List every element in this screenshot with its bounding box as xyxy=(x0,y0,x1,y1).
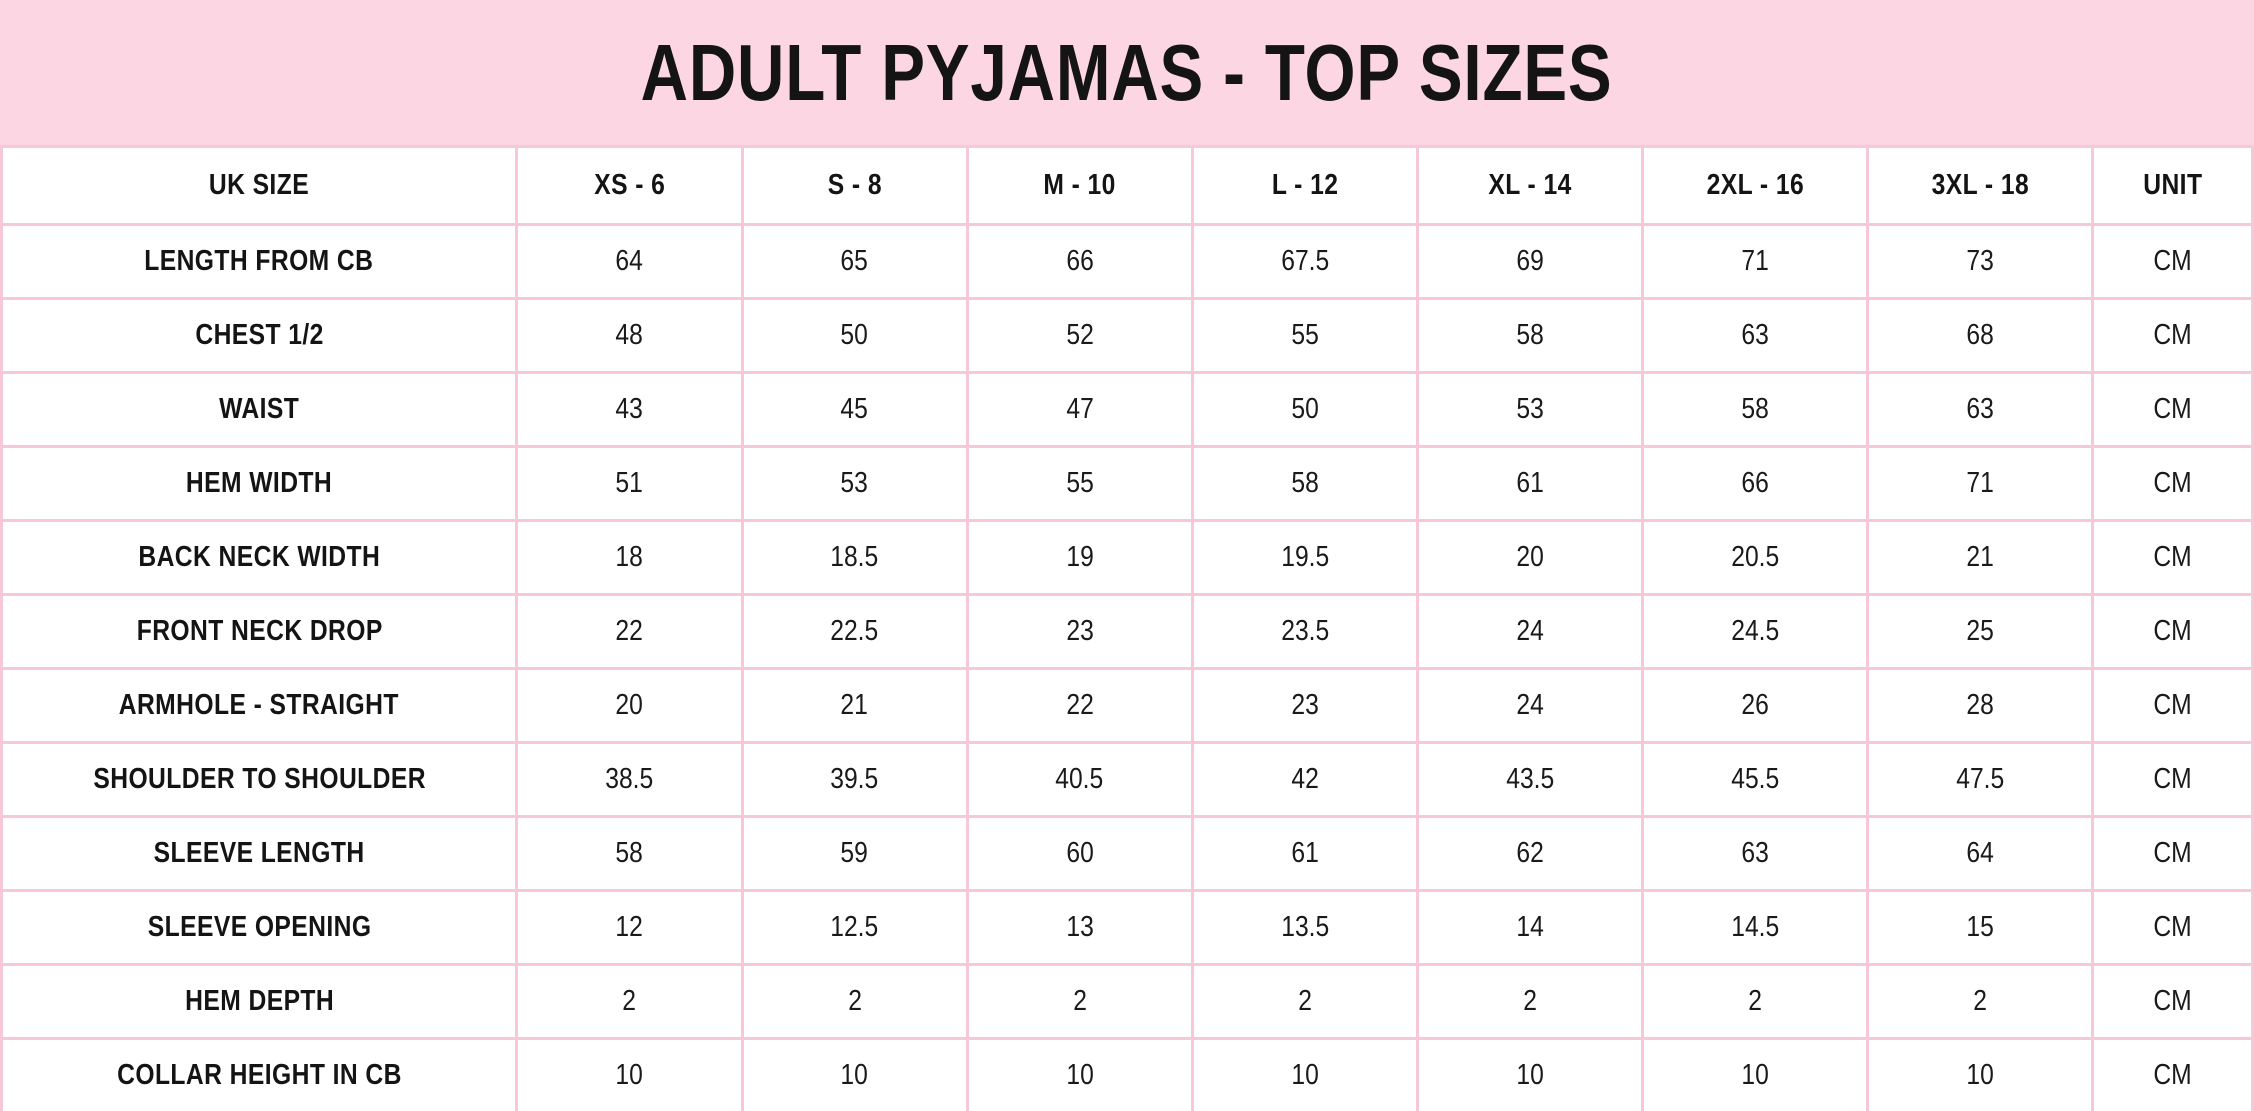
size-value-cell xyxy=(1642,743,1867,817)
size-value-cell-text: 10 xyxy=(840,1059,869,1091)
title-banner xyxy=(0,0,2254,145)
size-value-cell xyxy=(1192,373,1417,447)
size-value-cell-text: 63 xyxy=(1741,837,1769,869)
column-header-s-8-text: S - 8 xyxy=(827,169,882,201)
size-value-cell xyxy=(742,595,967,669)
row-label-length-from-cb-text: LENGTH FROM CB xyxy=(144,245,374,277)
size-value-cell-text: 48 xyxy=(615,319,644,351)
page-title-text: ADULT PYJAMAS - TOP SIZES xyxy=(641,27,1613,117)
column-header-s-8 xyxy=(742,147,967,225)
row-label-sleeve-opening xyxy=(2,891,517,965)
table-row-hem-depth xyxy=(2,965,2253,1039)
size-value-cell-text: 22 xyxy=(615,615,644,647)
size-value-cell-text: 18.5 xyxy=(830,541,879,573)
size-value-cell xyxy=(967,447,1192,521)
size-value-cell xyxy=(1642,669,1867,743)
size-value-cell-text: 2 xyxy=(1072,985,1087,1017)
size-value-cell-text: 38.5 xyxy=(605,763,654,795)
size-value-cell-text: 50 xyxy=(1291,393,1319,425)
header-row xyxy=(2,147,2253,225)
size-value-cell xyxy=(1868,373,2093,447)
size-value-cell xyxy=(967,373,1192,447)
column-header-3xl-18-text: 3XL - 18 xyxy=(1931,169,2029,201)
table-row-length-from-cb xyxy=(2,225,2253,299)
row-label-chest-1-2-text: CHEST 1/2 xyxy=(194,319,324,351)
size-value-cell xyxy=(742,891,967,965)
size-value-cell-text: 21 xyxy=(1966,541,1994,573)
size-value-cell xyxy=(1192,225,1417,299)
size-value-cell-text: 23 xyxy=(1065,615,1094,647)
row-label-waist-text: WAIST xyxy=(219,393,300,425)
row-label-collar-height-in-cb-text: COLLAR HEIGHT IN CB xyxy=(116,1059,402,1091)
size-value-cell-text: 12.5 xyxy=(830,911,879,943)
size-value-cell-text: 10 xyxy=(1966,1059,1994,1091)
column-header-m-10 xyxy=(967,147,1192,225)
size-value-cell xyxy=(1417,817,1642,891)
table-row-front-neck-drop xyxy=(2,595,2253,669)
size-value-cell-text: 58 xyxy=(615,837,644,869)
column-header-uk-size xyxy=(2,147,517,225)
size-value-cell-text: 23 xyxy=(1291,689,1319,721)
size-value-cell-text: 28 xyxy=(1966,689,1994,721)
size-value-cell-text: 24 xyxy=(1516,689,1544,721)
row-label-armhole-straight xyxy=(2,669,517,743)
table-row-chest-1-2 xyxy=(2,299,2253,373)
size-value-cell xyxy=(517,299,742,373)
size-value-cell xyxy=(1192,595,1417,669)
row-label-chest-1-2 xyxy=(2,299,517,373)
size-value-cell-text: 14.5 xyxy=(1730,911,1779,943)
size-value-cell-text: 2 xyxy=(622,985,637,1017)
column-header-xs-6-text: XS - 6 xyxy=(593,169,666,201)
size-value-cell xyxy=(1192,965,1417,1039)
row-label-back-neck-width-text: BACK NECK WIDTH xyxy=(138,541,381,573)
size-value-cell xyxy=(517,669,742,743)
row-label-front-neck-drop-text: FRONT NECK DROP xyxy=(136,615,383,647)
size-value-cell xyxy=(1868,1039,2093,1111)
unit-cell xyxy=(2093,299,2253,373)
size-value-cell xyxy=(1192,1039,1417,1111)
size-value-cell-text: 71 xyxy=(1966,467,1994,499)
size-value-cell xyxy=(967,595,1192,669)
size-value-cell xyxy=(1868,669,2093,743)
size-value-cell xyxy=(1642,595,1867,669)
size-value-cell-text: 39.5 xyxy=(830,763,879,795)
size-value-cell-text: 50 xyxy=(840,319,869,351)
table-row-waist xyxy=(2,373,2253,447)
size-value-cell-text: 69 xyxy=(1516,245,1544,277)
size-value-cell xyxy=(967,299,1192,373)
size-value-cell-text: 18 xyxy=(615,541,644,573)
unit-cell xyxy=(2093,965,2253,1039)
size-value-cell-text: 10 xyxy=(1065,1059,1094,1091)
column-header-l-12-text: L - 12 xyxy=(1271,169,1339,201)
size-value-cell-text: 63 xyxy=(1966,393,1994,425)
column-header-unit xyxy=(2093,147,2253,225)
size-value-cell-text: 73 xyxy=(1966,245,1994,277)
unit-cell-text: CM xyxy=(2153,985,2192,1017)
size-value-cell xyxy=(517,817,742,891)
size-value-cell-text: 52 xyxy=(1065,319,1094,351)
row-label-armhole-straight-text: ARMHOLE - STRAIGHT xyxy=(119,689,400,721)
unit-cell-text: CM xyxy=(2153,689,2192,721)
size-value-cell xyxy=(1417,891,1642,965)
unit-cell xyxy=(2093,743,2253,817)
size-value-cell xyxy=(517,891,742,965)
size-value-cell xyxy=(1417,669,1642,743)
size-value-cell-text: 12 xyxy=(615,911,644,943)
size-value-cell-text: 13.5 xyxy=(1280,911,1329,943)
table-row-collar-height-in-cb xyxy=(2,1039,2253,1111)
size-value-cell-text: 14 xyxy=(1516,911,1544,943)
size-value-cell xyxy=(742,817,967,891)
size-value-cell xyxy=(967,965,1192,1039)
size-value-cell xyxy=(967,521,1192,595)
size-value-cell-text: 65 xyxy=(840,245,869,277)
row-label-front-neck-drop xyxy=(2,595,517,669)
column-header-m-10-text: M - 10 xyxy=(1043,169,1116,201)
size-value-cell-text: 64 xyxy=(615,245,644,277)
size-value-cell-text: 24 xyxy=(1516,615,1544,647)
row-label-shoulder-to-shoulder xyxy=(2,743,517,817)
size-value-cell xyxy=(967,743,1192,817)
size-value-cell xyxy=(1417,225,1642,299)
unit-cell-text: CM xyxy=(2153,319,2192,351)
size-value-cell-text: 10 xyxy=(1291,1059,1319,1091)
size-value-cell-text: 47.5 xyxy=(1956,763,2005,795)
unit-cell xyxy=(2093,595,2253,669)
column-header-3xl-18 xyxy=(1868,147,2093,225)
unit-cell-text: CM xyxy=(2153,837,2192,869)
unit-cell-text: CM xyxy=(2153,1059,2192,1091)
column-header-2xl-16-text: 2XL - 16 xyxy=(1706,169,1804,201)
size-value-cell-text: 13 xyxy=(1065,911,1094,943)
table-row-armhole-straight xyxy=(2,669,2253,743)
size-value-cell-text: 62 xyxy=(1516,837,1544,869)
size-value-cell xyxy=(967,669,1192,743)
size-value-cell xyxy=(742,669,967,743)
size-value-cell xyxy=(967,891,1192,965)
unit-cell xyxy=(2093,817,2253,891)
column-header-unit-text: UNIT xyxy=(2142,169,2203,201)
size-value-cell-text: 43.5 xyxy=(1505,763,1554,795)
unit-cell-text: CM xyxy=(2153,467,2192,499)
row-label-shoulder-to-shoulder-text: SHOULDER TO SHOULDER xyxy=(92,763,426,795)
size-value-cell xyxy=(1642,1039,1867,1111)
size-value-cell xyxy=(742,521,967,595)
size-value-cell xyxy=(1868,965,2093,1039)
size-value-cell-text: 58 xyxy=(1291,467,1319,499)
size-value-cell xyxy=(1642,299,1867,373)
size-value-cell-text: 59 xyxy=(840,837,869,869)
unit-cell xyxy=(2093,891,2253,965)
size-value-cell xyxy=(517,743,742,817)
size-value-cell xyxy=(1192,447,1417,521)
size-value-cell-text: 58 xyxy=(1741,393,1769,425)
column-header-xs-6 xyxy=(517,147,742,225)
size-value-cell xyxy=(1868,891,2093,965)
size-value-cell-text: 20 xyxy=(1516,541,1544,573)
size-value-cell-text: 25 xyxy=(1966,615,1994,647)
size-value-cell-text: 21 xyxy=(840,689,869,721)
unit-cell-text: CM xyxy=(2153,911,2192,943)
column-header-2xl-16 xyxy=(1642,147,1867,225)
unit-cell-text: CM xyxy=(2153,763,2192,795)
size-value-cell-text: 51 xyxy=(615,467,644,499)
size-value-cell-text: 10 xyxy=(1741,1059,1769,1091)
unit-cell-text: CM xyxy=(2153,541,2192,573)
table-row-sleeve-opening xyxy=(2,891,2253,965)
size-value-cell xyxy=(742,743,967,817)
size-value-cell xyxy=(1192,299,1417,373)
size-value-cell-text: 19 xyxy=(1065,541,1094,573)
size-value-cell-text: 2 xyxy=(1748,985,1762,1017)
size-value-cell xyxy=(517,965,742,1039)
size-value-cell-text: 19.5 xyxy=(1280,541,1329,573)
column-header-xl-14-text: XL - 14 xyxy=(1488,169,1572,201)
size-value-cell-text: 20 xyxy=(615,689,644,721)
size-value-cell xyxy=(517,373,742,447)
row-label-hem-depth-text: HEM DEPTH xyxy=(184,985,334,1017)
size-value-cell-text: 10 xyxy=(615,1059,644,1091)
row-label-hem-depth xyxy=(2,965,517,1039)
size-value-cell-text: 23.5 xyxy=(1280,615,1329,647)
row-label-collar-height-in-cb xyxy=(2,1039,517,1111)
row-label-waist xyxy=(2,373,517,447)
size-value-cell xyxy=(1642,373,1867,447)
size-value-cell-text: 61 xyxy=(1291,837,1319,869)
table-row-back-neck-width xyxy=(2,521,2253,595)
size-value-cell-text: 2 xyxy=(1297,985,1312,1017)
size-value-cell xyxy=(1868,817,2093,891)
size-value-cell xyxy=(1417,965,1642,1039)
column-header-l-12 xyxy=(1192,147,1417,225)
size-value-cell xyxy=(1417,595,1642,669)
size-value-cell-text: 53 xyxy=(840,467,869,499)
size-value-cell xyxy=(742,225,967,299)
size-value-cell xyxy=(1868,225,2093,299)
size-value-cell-text: 66 xyxy=(1065,245,1094,277)
size-value-cell-text: 47 xyxy=(1065,393,1094,425)
size-value-cell xyxy=(1192,891,1417,965)
size-value-cell-text: 58 xyxy=(1516,319,1544,351)
row-label-length-from-cb xyxy=(2,225,517,299)
table-row-sleeve-length xyxy=(2,817,2253,891)
size-value-cell xyxy=(967,817,1192,891)
size-value-cell xyxy=(742,299,967,373)
size-value-cell-text: 26 xyxy=(1741,689,1769,721)
size-value-cell-text: 10 xyxy=(1516,1059,1544,1091)
size-value-cell-text: 20.5 xyxy=(1730,541,1779,573)
size-value-cell xyxy=(1868,521,2093,595)
size-value-cell xyxy=(1417,743,1642,817)
row-label-hem-width-text: HEM WIDTH xyxy=(186,467,333,499)
unit-cell xyxy=(2093,669,2253,743)
page-title xyxy=(534,27,1719,117)
row-label-sleeve-length xyxy=(2,817,517,891)
size-value-cell xyxy=(967,1039,1192,1111)
size-value-cell xyxy=(517,447,742,521)
size-value-cell-text: 2 xyxy=(1523,985,1537,1017)
unit-cell xyxy=(2093,447,2253,521)
size-value-cell-text: 68 xyxy=(1966,319,1994,351)
size-value-cell-text: 66 xyxy=(1741,467,1769,499)
size-value-cell-text: 24.5 xyxy=(1730,615,1779,647)
size-value-cell-text: 60 xyxy=(1065,837,1094,869)
size-value-cell-text: 55 xyxy=(1291,319,1319,351)
unit-cell-text: CM xyxy=(2153,615,2192,647)
size-value-cell xyxy=(1642,225,1867,299)
size-value-cell xyxy=(967,225,1192,299)
column-header-uk-size-text: UK SIZE xyxy=(209,169,310,201)
size-value-cell xyxy=(1642,521,1867,595)
size-value-cell-text: 55 xyxy=(1065,467,1094,499)
size-value-cell-text: 42 xyxy=(1291,763,1319,795)
row-label-back-neck-width xyxy=(2,521,517,595)
size-value-cell-text: 64 xyxy=(1966,837,1994,869)
row-label-sleeve-length-text: SLEEVE LENGTH xyxy=(153,837,365,869)
row-label-sleeve-opening-text: SLEEVE OPENING xyxy=(147,911,372,943)
size-value-cell-text: 43 xyxy=(615,393,644,425)
size-value-cell xyxy=(517,225,742,299)
size-value-cell-text: 61 xyxy=(1516,467,1544,499)
size-value-cell xyxy=(742,447,967,521)
size-value-cell xyxy=(1192,817,1417,891)
size-value-cell xyxy=(1642,817,1867,891)
unit-cell xyxy=(2093,225,2253,299)
size-value-cell xyxy=(1642,965,1867,1039)
size-value-cell-text: 71 xyxy=(1741,245,1769,277)
size-value-cell xyxy=(1417,373,1642,447)
size-value-cell xyxy=(517,595,742,669)
size-value-cell xyxy=(1417,447,1642,521)
size-value-cell xyxy=(1868,447,2093,521)
size-value-cell-text: 2 xyxy=(1973,985,1987,1017)
size-value-cell-text: 45.5 xyxy=(1730,763,1779,795)
size-value-cell-text: 53 xyxy=(1516,393,1544,425)
size-value-cell xyxy=(742,1039,967,1111)
size-value-cell xyxy=(1192,521,1417,595)
size-value-cell-text: 67.5 xyxy=(1280,245,1329,277)
size-value-cell xyxy=(1192,669,1417,743)
size-value-cell xyxy=(1642,891,1867,965)
size-table xyxy=(0,145,2254,1111)
table-row-hem-width xyxy=(2,447,2253,521)
size-value-cell xyxy=(517,1039,742,1111)
unit-cell xyxy=(2093,373,2253,447)
size-value-cell xyxy=(1417,1039,1642,1111)
unit-cell-text: CM xyxy=(2153,393,2192,425)
size-value-cell-text: 15 xyxy=(1966,911,1994,943)
unit-cell xyxy=(2093,1039,2253,1111)
size-value-cell-text: 63 xyxy=(1741,319,1769,351)
size-value-cell xyxy=(1868,595,2093,669)
size-value-cell xyxy=(1642,447,1867,521)
size-value-cell xyxy=(742,373,967,447)
size-value-cell xyxy=(517,521,742,595)
table-row-shoulder-to-shoulder xyxy=(2,743,2253,817)
size-value-cell-text: 45 xyxy=(840,393,869,425)
size-value-cell xyxy=(1192,743,1417,817)
row-label-hem-width xyxy=(2,447,517,521)
size-value-cell xyxy=(742,965,967,1039)
size-value-cell xyxy=(1417,299,1642,373)
size-value-cell-text: 2 xyxy=(847,985,862,1017)
unit-cell-text: CM xyxy=(2153,245,2192,277)
unit-cell xyxy=(2093,521,2253,595)
size-value-cell-text: 40.5 xyxy=(1055,763,1104,795)
column-header-xl-14 xyxy=(1417,147,1642,225)
size-value-cell xyxy=(1868,299,2093,373)
size-value-cell-text: 22.5 xyxy=(830,615,879,647)
size-value-cell xyxy=(1417,521,1642,595)
size-value-cell-text: 22 xyxy=(1065,689,1094,721)
size-value-cell xyxy=(1868,743,2093,817)
